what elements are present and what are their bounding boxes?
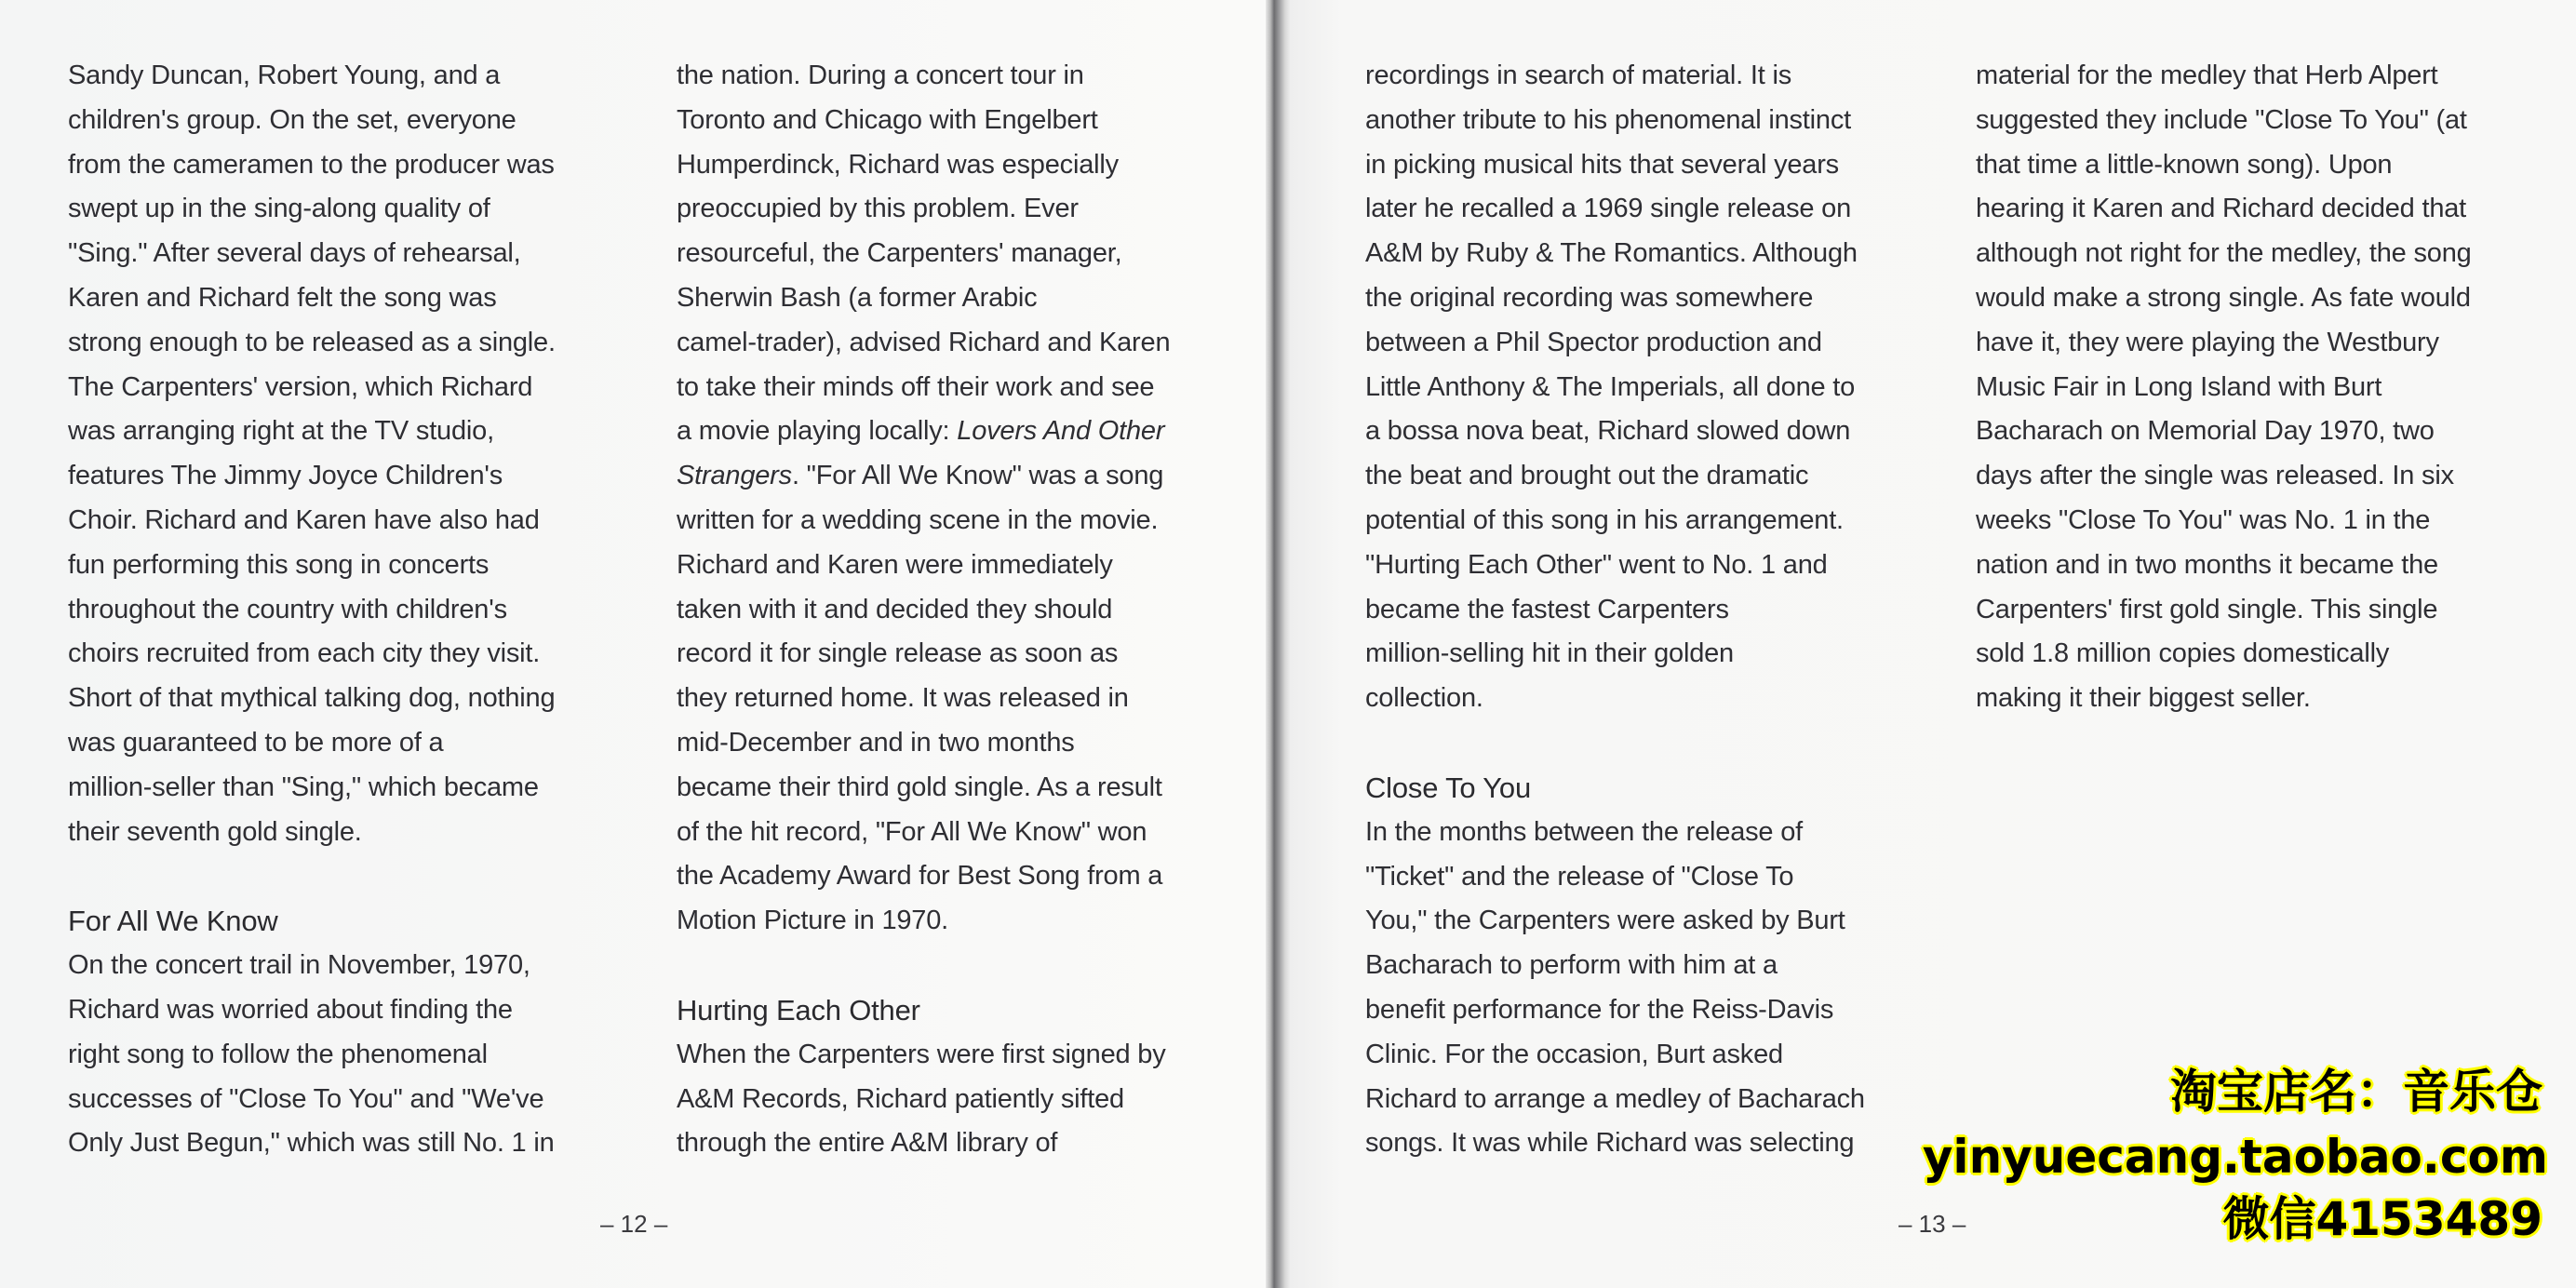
text-line: Sandy Duncan, Robert Young, and a bbox=[68, 60, 501, 90]
column-3 bbox=[1365, 54, 1865, 1166]
text-line: "Sing." After several days of rehearsal, bbox=[68, 238, 521, 269]
text-line: choirs recruited from each city they visit. bbox=[68, 638, 541, 669]
text-line: A&M by Ruby & The Romantics. Although bbox=[1365, 238, 1858, 269]
watermark-shop-name: 淘宝店名：音乐仓 bbox=[2170, 1065, 2542, 1119]
text-line: fun performing this song in concerts bbox=[68, 549, 490, 580]
movie-title-italic: Lovers And Other bbox=[957, 416, 1165, 447]
text-line: would make a strong single. As fate would bbox=[1976, 282, 2471, 313]
text-line: their seventh gold single. bbox=[68, 816, 362, 847]
text-line: camel-trader), advised Richard and Karen bbox=[677, 327, 1171, 357]
paragraph bbox=[1365, 811, 1865, 1166]
paragraph bbox=[677, 1033, 1170, 1166]
text-line: benefit performance for the Reiss-Davis bbox=[1365, 994, 1834, 1025]
text-line: million-selling hit in their golden bbox=[1365, 638, 1734, 669]
text-line: strong enough to be released as a single. bbox=[68, 327, 556, 357]
text-line: became their third gold single. As a result bbox=[677, 771, 1162, 802]
text-line: collection. bbox=[1365, 683, 1483, 714]
text-line: making it their biggest seller. bbox=[1976, 683, 2311, 714]
text-line: recordings in search of material. It is bbox=[1365, 60, 1791, 90]
text-line: You," the Carpenters were asked by Burt bbox=[1365, 906, 1845, 936]
text-span: . "For All We Know" was a song bbox=[791, 461, 1164, 491]
text-line: a bossa nova beat, Richard slowed down bbox=[1365, 416, 1851, 447]
text-line: in picking musical hits that several years bbox=[1365, 149, 1839, 180]
text-line: material for the medley that Herb Alpert bbox=[1976, 60, 2438, 90]
text-line: children's group. On the set, everyone bbox=[68, 104, 517, 135]
text-line: was arranging right at the TV studio, bbox=[68, 416, 494, 447]
watermark-wechat: 微信4153489 bbox=[2222, 1192, 2542, 1246]
text-line: potential of this song in his arrangement. bbox=[1365, 504, 1844, 535]
booklet-spine bbox=[1266, 0, 1290, 1288]
text-line bbox=[677, 454, 1170, 499]
text-line: resourceful, the Carpenters' manager, bbox=[677, 238, 1122, 269]
text-line: from the cameramen to the producer was bbox=[68, 149, 555, 180]
text-line: Humperdinck, Richard was especially bbox=[677, 149, 1119, 180]
text-line: Karen and Richard felt the song was bbox=[68, 282, 497, 313]
text-line: record it for single release as soon as bbox=[677, 638, 1119, 669]
text-line bbox=[677, 409, 1170, 454]
text-line: mid-December and in two months bbox=[677, 727, 1075, 758]
text-line: the beat and brought out the dramatic bbox=[1365, 461, 1809, 491]
section-heading-for-all-we-know: For All We Know bbox=[68, 905, 278, 938]
text-line: The Carpenters' version, which Richard bbox=[68, 371, 533, 402]
watermark-url: yinyuecang.taobao.com bbox=[1922, 1130, 2548, 1184]
text-line: became the fastest Carpenters bbox=[1365, 594, 1729, 624]
paragraph bbox=[1976, 54, 2472, 721]
text-line: the nation. During a concert tour in bbox=[677, 60, 1084, 90]
text-line: of the hit record, "For All We Know" won bbox=[677, 816, 1147, 847]
text-line: weeks "Close To You" was No. 1 in the bbox=[1976, 504, 2431, 535]
text-line: features The Jimmy Joyce Children's bbox=[68, 461, 503, 491]
column-1 bbox=[68, 54, 556, 1166]
paragraph bbox=[68, 944, 556, 1166]
page-number-12: – 12 – bbox=[600, 1210, 668, 1238]
text-line: the original recording was somewhere bbox=[1365, 282, 1814, 313]
paragraph bbox=[1365, 54, 1865, 721]
text-line: swept up in the sing-along quality of bbox=[68, 194, 490, 224]
text-line: days after the single was released. In six bbox=[1976, 461, 2454, 491]
text-line: Bacharach on Memorial Day 1970, two bbox=[1976, 416, 2435, 447]
text-line: nation and in two months it became the bbox=[1976, 549, 2438, 580]
movie-title-italic: Strangers bbox=[677, 461, 792, 491]
text-line: that time a little-known song). Upon bbox=[1976, 149, 2393, 180]
text-line: have it, they were playing the Westbury bbox=[1976, 327, 2439, 357]
text-line: throughout the country with children's bbox=[68, 594, 507, 624]
paragraph-gap bbox=[1365, 721, 1865, 766]
text-span: a movie playing locally: bbox=[677, 416, 958, 447]
text-line: Sherwin Bash (a former Arabic bbox=[677, 282, 1038, 313]
text-line: A&M Records, Richard patiently sifted bbox=[677, 1083, 1124, 1114]
text-line: On the concert trail in November, 1970, bbox=[68, 950, 530, 981]
text-line: Choir. Richard and Karen have also had bbox=[68, 504, 540, 535]
text-line: taken with it and decided they should bbox=[677, 594, 1113, 624]
left-page bbox=[0, 0, 1266, 1288]
text-line: the Academy Award for Best Song from a bbox=[677, 861, 1163, 892]
text-line: preoccupied by this problem. Ever bbox=[677, 194, 1079, 224]
paragraph bbox=[68, 54, 556, 854]
text-line: to take their minds off their work and see bbox=[677, 371, 1155, 402]
paragraph bbox=[677, 54, 1170, 409]
paragraph bbox=[677, 499, 1170, 944]
column-2 bbox=[677, 54, 1170, 1166]
text-line: million-seller than "Sing," which became bbox=[68, 771, 539, 802]
text-line: Only Just Begun," which was still No. 1 in bbox=[68, 1128, 555, 1159]
text-line: "Hurting Each Other" went to No. 1 and bbox=[1365, 549, 1828, 580]
text-line: Richard and Karen were immediately bbox=[677, 549, 1113, 580]
text-line: Richard was worried about finding the bbox=[68, 994, 513, 1025]
text-line: Bacharach to perform with him at a bbox=[1365, 950, 1778, 981]
text-line: they returned home. It was released in bbox=[677, 683, 1129, 714]
text-line: Richard to arrange a medley of Bacharach bbox=[1365, 1083, 1865, 1114]
text-line: although not right for the medley, the song bbox=[1976, 238, 2472, 269]
page-number-13: – 13 – bbox=[1898, 1210, 1966, 1238]
text-line: Carpenters' first gold single. This single bbox=[1976, 594, 2438, 624]
text-line: Short of that mythical talking dog, nothing bbox=[68, 683, 556, 714]
text-line: between a Phil Spector production and bbox=[1365, 327, 1822, 357]
text-line: songs. It was while Richard was selecting bbox=[1365, 1128, 1855, 1159]
text-line: was guaranteed to be more of a bbox=[68, 727, 444, 758]
text-line: suggested they include "Close To You" (at bbox=[1976, 104, 2467, 135]
text-line: through the entire A&M library of bbox=[677, 1128, 1058, 1159]
section-heading-close-to-you: Close To You bbox=[1365, 771, 1532, 804]
text-line: "Ticket" and the release of "Close To bbox=[1365, 861, 1794, 892]
text-line: written for a wedding scene in the movie. bbox=[677, 504, 1159, 535]
paragraph-gap bbox=[677, 944, 1170, 988]
text-line: another tribute to his phenomenal instinct bbox=[1365, 104, 1851, 135]
text-line: Music Fair in Long Island with Burt bbox=[1976, 371, 2382, 402]
text-line: In the months between the release of bbox=[1365, 816, 1803, 847]
column-4 bbox=[1976, 54, 2472, 721]
text-line: later he recalled a 1969 single release on bbox=[1365, 194, 1852, 224]
section-heading-hurting-each-other: Hurting Each Other bbox=[677, 993, 920, 1026]
text-line: Clinic. For the occasion, Burt asked bbox=[1365, 1039, 1783, 1069]
text-line: Toronto and Chicago with Engelbert bbox=[677, 104, 1098, 135]
text-line: Little Anthony & The Imperials, all done to bbox=[1365, 371, 1856, 402]
text-line: successes of "Close To You" and "We've bbox=[68, 1083, 544, 1114]
text-line: right song to follow the phenomenal bbox=[68, 1039, 488, 1069]
text-line: When the Carpenters were first signed by bbox=[677, 1039, 1166, 1069]
text-line: sold 1.8 million copies domestically bbox=[1976, 638, 2390, 669]
text-line: Motion Picture in 1970. bbox=[677, 906, 949, 936]
paragraph-gap bbox=[68, 854, 556, 899]
text-line: hearing it Karen and Richard decided that bbox=[1976, 194, 2467, 224]
